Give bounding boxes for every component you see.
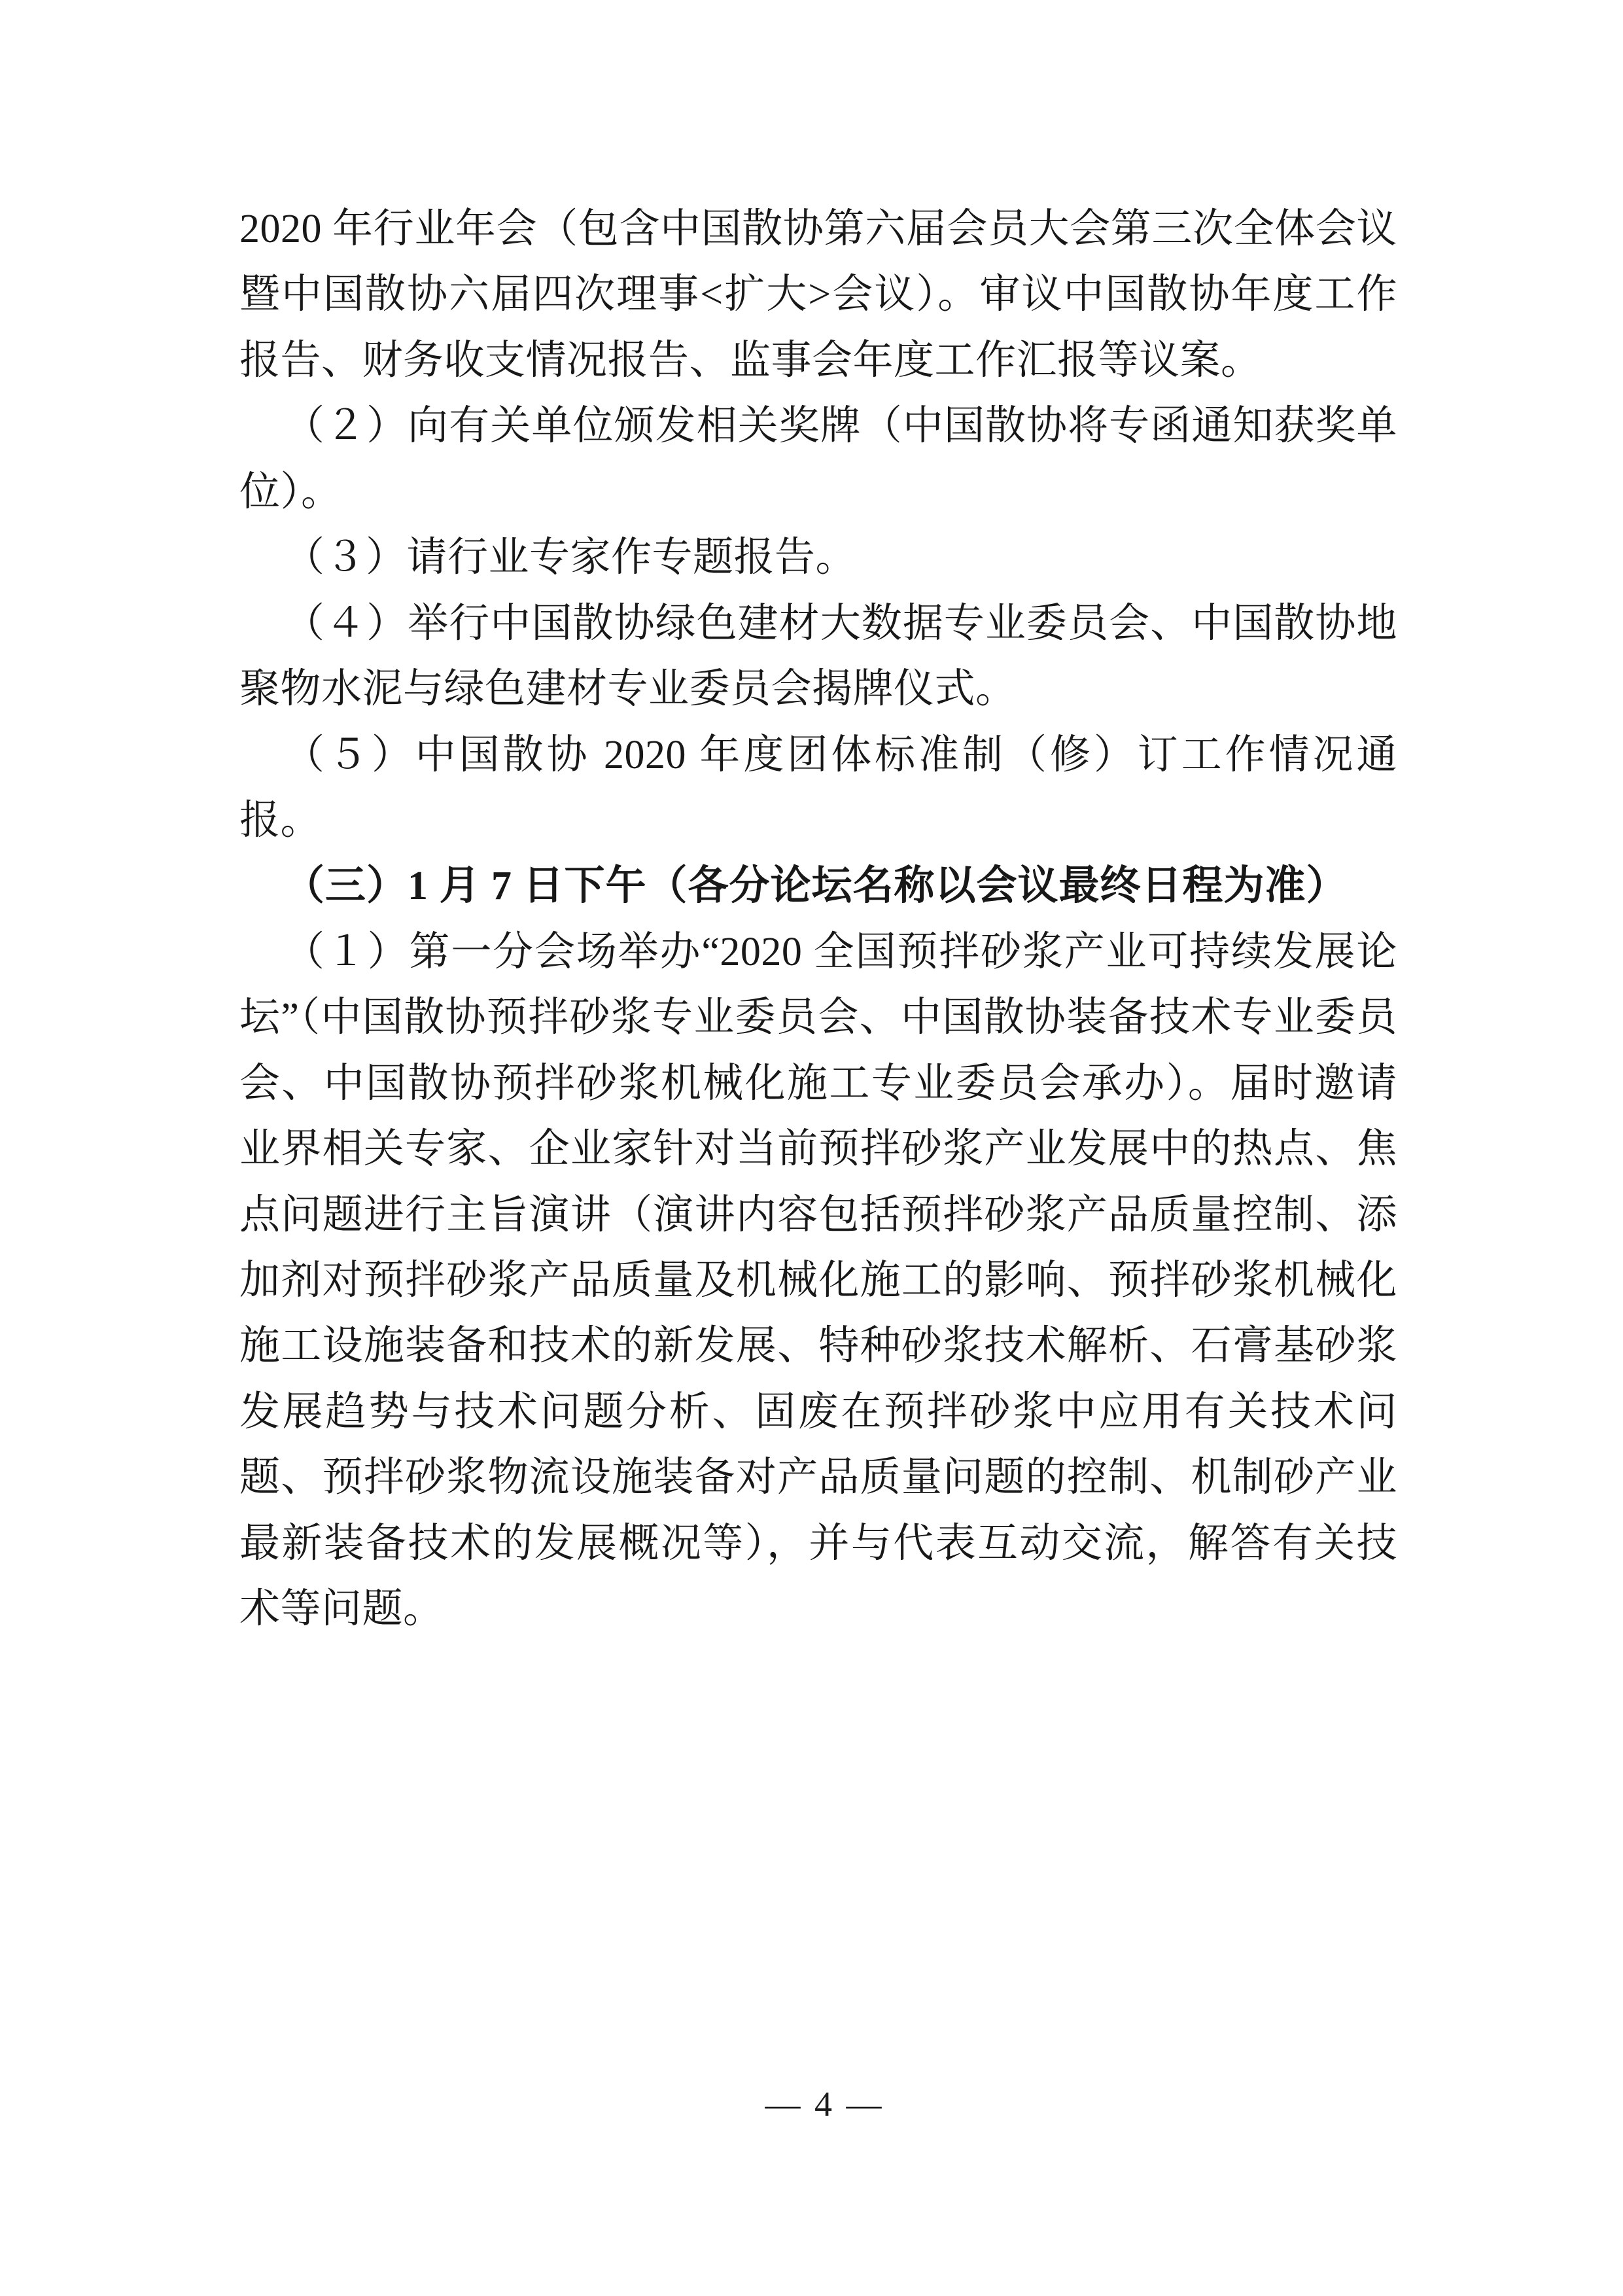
section-heading-jan-7-afternoon: （三）1 月 7 日下午（各分论坛名称以会议最终日程为准） [284,864,1348,909]
page-number: — 4 — [765,2085,884,2124]
paragraph-item-2: （２）向有关单位颁发相关奖牌（中国散协将专函通知获奖单位）。 [239,404,1397,514]
paragraph-item-3: （３）请行业专家作专题报告。 [284,535,857,580]
paragraph-item-4: （４）举行中国散协绿色建材大数据专业委员会、中国散协地聚物水泥与绿色建材专业委员会揭牌仪式。 [239,601,1397,712]
paragraph-annual-meeting: 2020 年行业年会（包含中国散协第六届会员大会第三次全体会议暨中国散协六届四次理事<扩大>会议）。审议中国散协年度工作报告、财务收支情况报告、监事会年度工作汇报等议案。 [239,207,1397,383]
paragraph-forum-1: （１）第一分会场举办“2020 全国预拌砂浆产业可持续发展论坛”（中国散协预拌砂浆专业委员会、中国散协装备技术专业委员会、中国散协预拌砂浆机械化施工专业委员会承办）。届时邀请业界相关专家、企业家针对当前预拌砂浆产业发展中的热点、焦点问题进行主旨演讲（演讲内容包括预拌砂浆产品质量控制、添加剂对预拌砂浆产品质量及机械化施工的影响、预拌砂浆机械化施工设施装备和技术的新发展、特种砂浆技术解析、石膏基砂浆发展趋势与技术问题分析、固废在预拌砂浆中应用有关技术问题、预拌砂浆物流设施装备对产品质量问题的控制、机制砂产业最新装备技术的发展概况等），并与代表互动交流，解答有关技术等问题。 [239,929,1397,1632]
document-body [239,196,1397,1642]
paragraph-item-5: （５）中国散协 2020 年度团体标准制（修）订工作情况通报。 [239,732,1397,843]
